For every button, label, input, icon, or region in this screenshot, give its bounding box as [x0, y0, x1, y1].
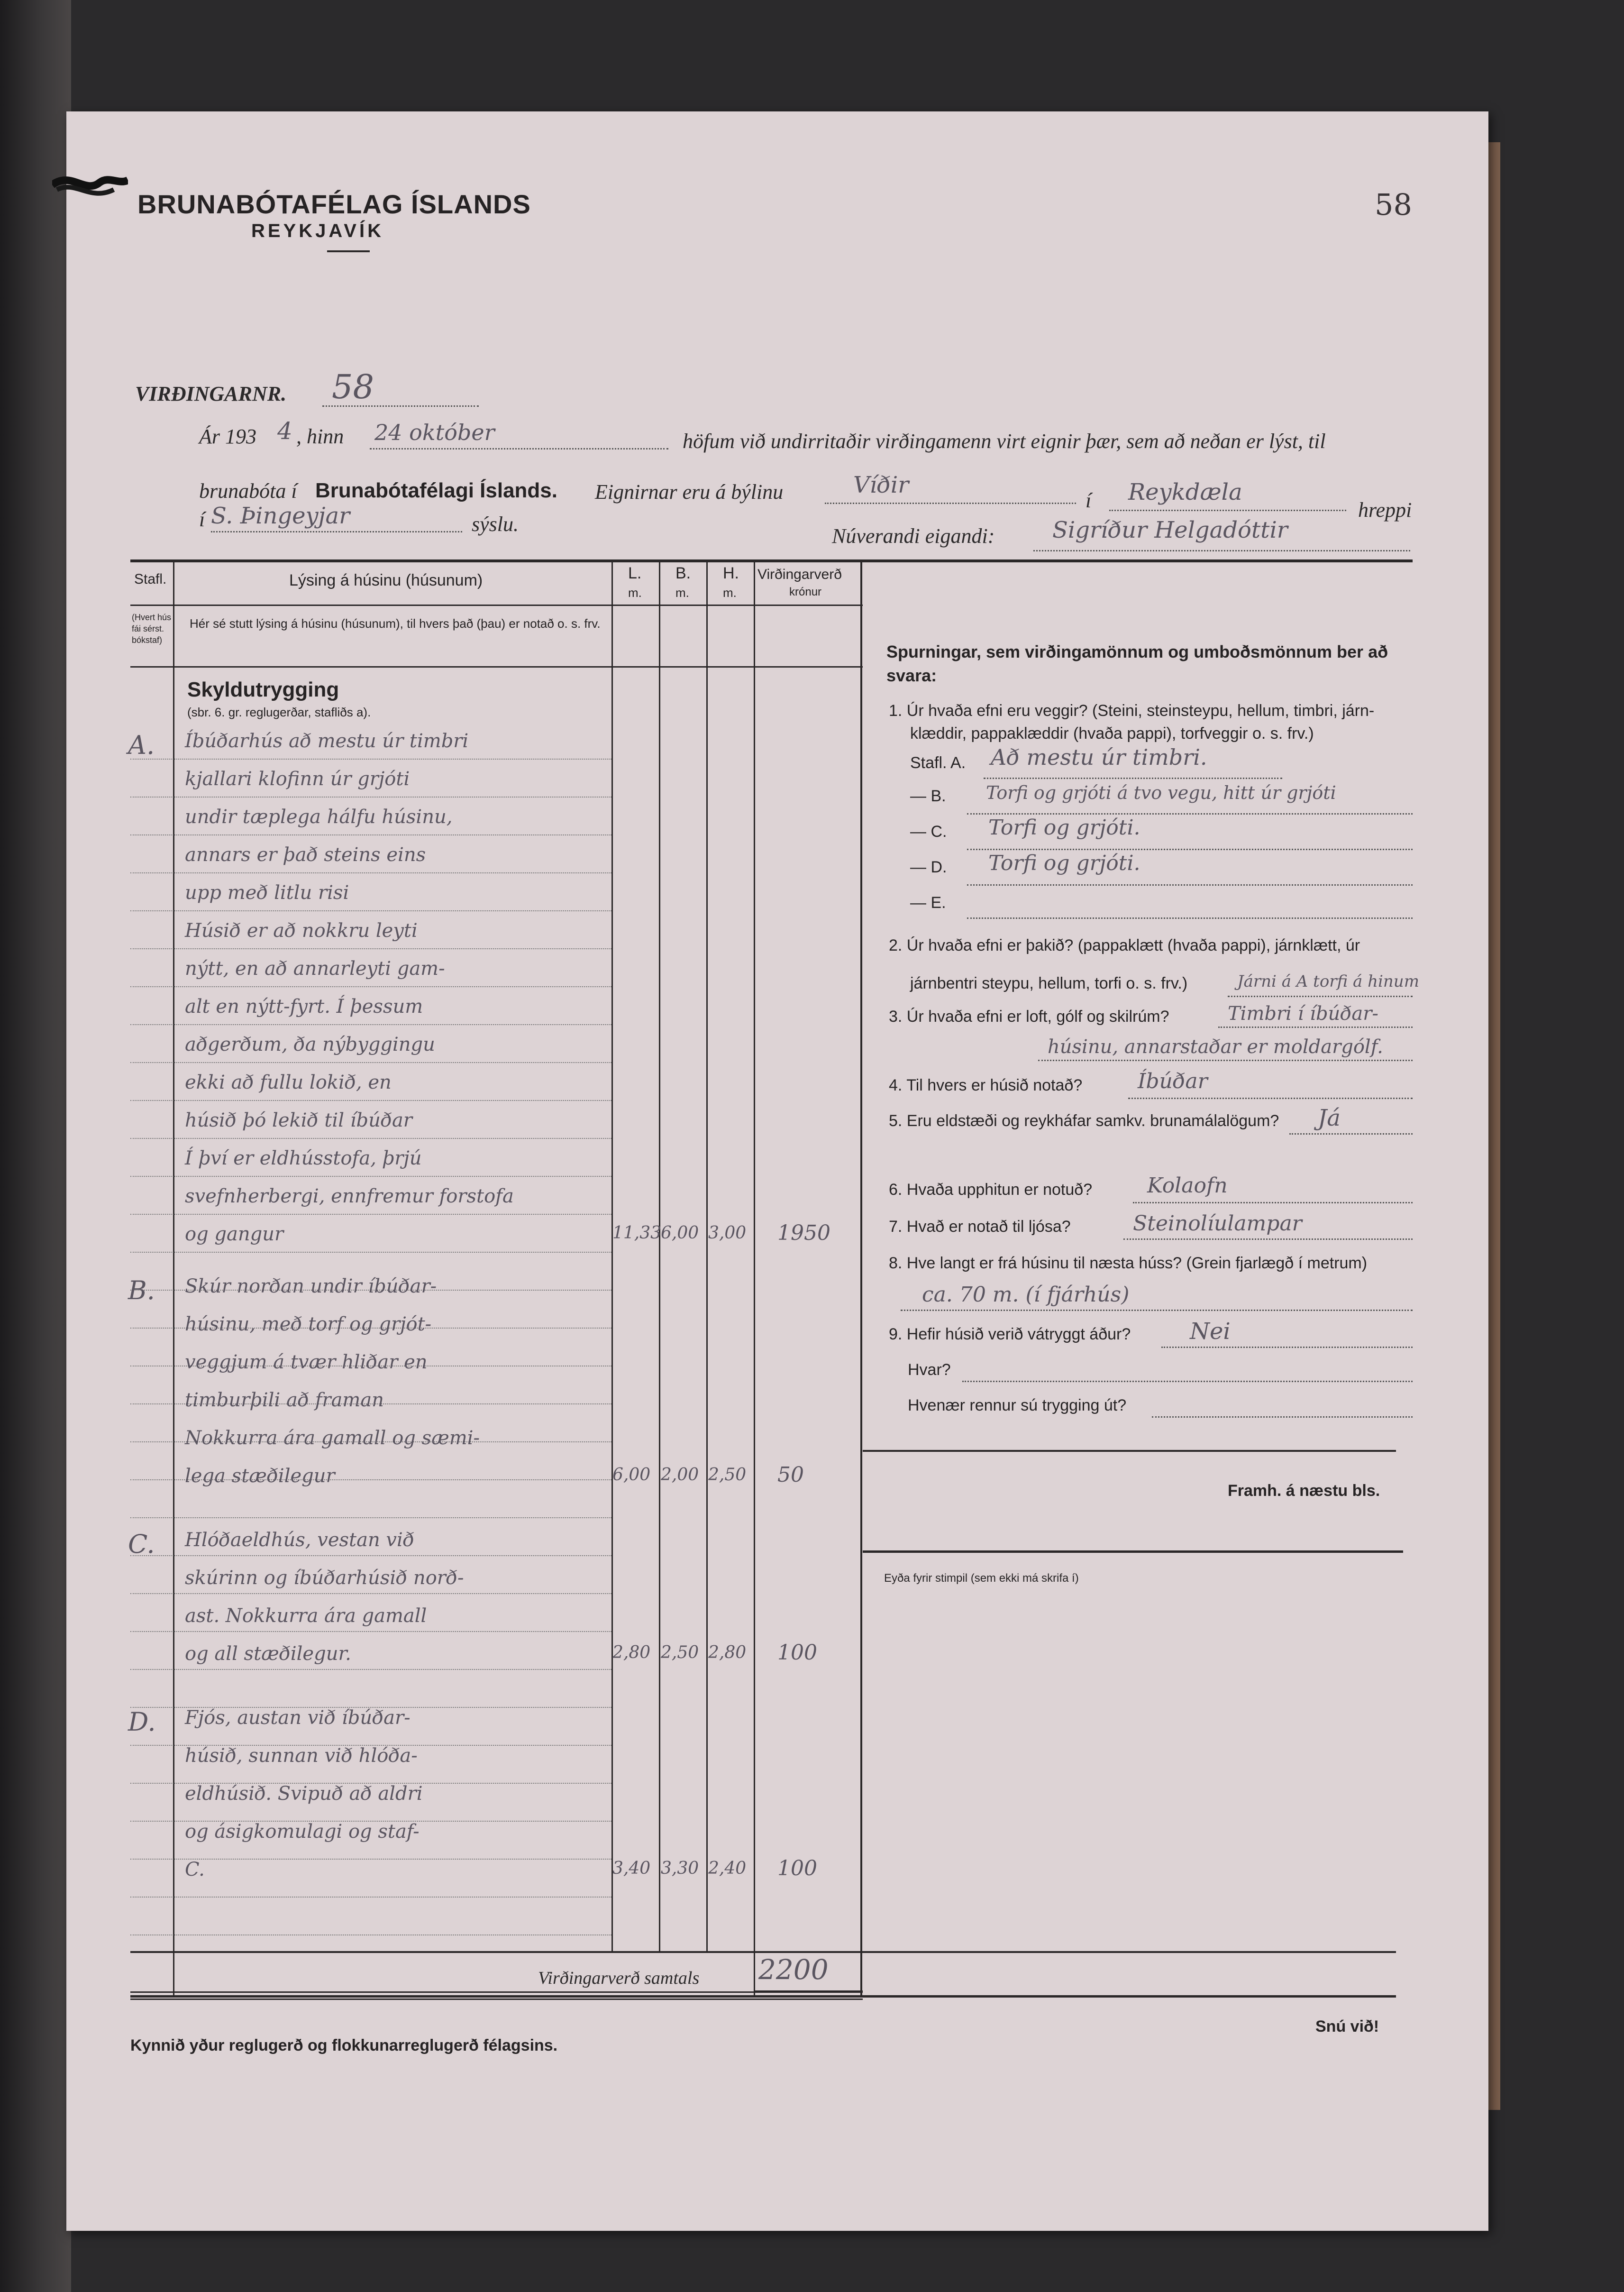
ruled-line — [130, 1062, 611, 1063]
binding-cord-icon — [52, 156, 128, 213]
hinn-label: , hinn — [296, 425, 344, 448]
q3-line-2 — [1038, 1060, 1413, 1061]
ruled-line — [130, 1669, 611, 1670]
hvenaer-line — [1152, 1416, 1413, 1418]
stafl-b-label: — B. — [910, 787, 946, 805]
ruled-line — [130, 834, 611, 835]
book-binding — [0, 0, 71, 2292]
entry-width: 3,30 — [661, 1859, 699, 1878]
col-virding-header: Virðingarverð — [757, 567, 842, 582]
questions-end-rule — [863, 1450, 1396, 1452]
section-subtitle: (sbr. 6. gr. reglugerðar, stafliðs a). — [187, 705, 371, 719]
total-cell-rule — [754, 1990, 863, 1992]
entry-length: 6,00 — [612, 1465, 651, 1485]
col-lysing-header: Lýsing á húsinu (húsunum) — [289, 571, 483, 589]
stafl-d-line — [967, 884, 1413, 886]
ruled-line — [130, 797, 611, 798]
entry-width: 6,00 — [661, 1223, 699, 1243]
ruled-line — [130, 759, 611, 760]
stafl-c-value: Torfi og grjóti. — [988, 816, 1140, 840]
entry-line: og ásigkomulagi og staf- — [185, 1821, 420, 1843]
entry-line: aðgerðum, ða nýbyggingu — [185, 1034, 435, 1055]
entry-line: alt en nýtt-fyrt. Í þessum — [185, 996, 423, 1018]
title-rule — [327, 250, 370, 252]
table-top-rule — [130, 559, 1413, 562]
entry-stafl: C. — [128, 1529, 155, 1559]
total-label: Virðingarverð samtals — [538, 1968, 700, 1988]
hvar-label: Hvar? — [908, 1361, 951, 1379]
q7-text: 7. Hvað er notað til ljósa? — [889, 1218, 1071, 1236]
q6-line — [1133, 1202, 1413, 1203]
stafl-c-line — [967, 849, 1413, 850]
stafl-a-label: Stafl. A. — [910, 754, 966, 772]
q2-text: 2. Úr hvaða efni er þakið? (pappaklætt (hvaða pappi), járnklætt, úr — [889, 936, 1360, 954]
entry-line: Íbúðarhús að mestu úr timbri — [185, 730, 469, 752]
q8-value: ca. 70 m. (í fjárhús) — [922, 1283, 1130, 1307]
syslu-label: sýslu. — [472, 513, 519, 536]
entry-line: Skúr norðan undir íbúðar- — [185, 1275, 437, 1297]
sysla-line — [211, 531, 462, 532]
entry-line: upp með litlu risi — [185, 882, 349, 904]
q1-text-b: klæddir, pappaklæddir (hvaða pappi), torfveggir o. s. frv.) — [910, 724, 1314, 743]
col-virding-unit: krónur — [789, 586, 822, 598]
framh-label: Framh. á næstu bls. — [1228, 1482, 1380, 1500]
q4-value: Íbúðar — [1138, 1069, 1208, 1093]
note-stafl: (Hvert hús fái sérst. bókstaf) — [132, 613, 172, 645]
entry-line: nýtt, en að annarleyti gam- — [185, 958, 445, 980]
stafl-c-label: — C. — [910, 823, 947, 841]
stimpill-label: Eyða fyrir stimpil (sem ekki má skrifa í) — [884, 1572, 1079, 1585]
entry-value: 1950 — [777, 1221, 830, 1245]
col-virding-rule — [860, 559, 862, 1996]
entry-line: Húsið er að nokkru leyti — [185, 920, 418, 942]
q4-line — [1128, 1098, 1413, 1099]
intro-text-2b: Brunabótafélagi Íslands. — [315, 479, 557, 502]
table-header-rule — [130, 605, 863, 606]
virdingarnr-label: VIRÐINGARNR. — [135, 382, 287, 405]
entry-value: 100 — [777, 1641, 817, 1665]
virdingarnr-value: 58 — [332, 367, 374, 406]
q3-value: Timbri í íbúðar- — [1228, 1003, 1378, 1025]
table-note-rule — [130, 666, 863, 668]
q2-line — [1228, 996, 1413, 997]
q3-line — [1218, 1027, 1413, 1028]
entry-line: Nokkurra ára gamall og sæmi- — [185, 1427, 480, 1449]
q9-text: 9. Hefir húsið verið vátryggt áður? — [889, 1325, 1131, 1343]
ruled-line — [130, 1593, 611, 1594]
ruled-line — [130, 1252, 611, 1253]
col-h-header: H. — [723, 564, 739, 582]
total-value: 2200 — [758, 1953, 829, 1986]
entry-line: kjallari klofinn úr grjóti — [185, 768, 410, 790]
ruled-line — [130, 872, 611, 873]
questions-title: Spurningar, sem virðingamönnum og umboðsmönnum ber að svara: — [886, 642, 1388, 685]
sysla-value: S. Þingeyjar — [211, 503, 350, 529]
footer-rule — [130, 1995, 1396, 1998]
entry-line: eldhúsið. Svipuð að aldri — [185, 1783, 423, 1805]
date-line — [370, 448, 668, 449]
q5-line — [1289, 1133, 1413, 1135]
stafl-a-line — [984, 778, 1282, 779]
entry-height: 2,50 — [708, 1465, 747, 1485]
entry-value: 50 — [777, 1463, 804, 1487]
entry-line: annars er það steins eins — [185, 844, 426, 866]
q7-value: Steinolíulampar — [1133, 1211, 1302, 1236]
hreppur-line — [1109, 510, 1346, 511]
col-b-rule — [706, 559, 708, 1951]
entry-line: lega stæðilegur — [185, 1465, 335, 1487]
entry-width: 2,00 — [661, 1465, 699, 1485]
entry-line: ast. Nokkurra ára gamall — [185, 1605, 427, 1627]
entry-line: skúrinn og íbúðarhúsið norð- — [185, 1567, 464, 1589]
org-title: BRUNABÓTAFÉLAG ÍSLANDS — [137, 189, 531, 219]
entry-line: húsið, sunnan við hlóða- — [185, 1745, 418, 1767]
footer-left: Kynnið yður reglugerð og flokkunarreglugerð félagsins. — [130, 2036, 558, 2054]
entry-line: Í því er eldhússtofa, þrjú — [185, 1147, 422, 1169]
sysla-prefix: í — [199, 508, 205, 531]
entry-line: húsið þó lekið til íbúðar — [185, 1109, 412, 1131]
entry-height: 3,00 — [708, 1223, 747, 1243]
total-rule — [130, 1951, 1396, 1953]
q7-line — [1123, 1238, 1413, 1240]
ruled-line — [130, 1517, 611, 1518]
bylinu-line — [825, 503, 1076, 504]
entry-width: 2,50 — [661, 1643, 699, 1662]
col-lysing-rule — [611, 559, 613, 1951]
footer-right: Snú við! — [1315, 2017, 1379, 2035]
ruled-line — [130, 1934, 611, 1935]
hvar-line — [962, 1381, 1413, 1382]
entry-line: húsinu, með torf og grjót- — [185, 1313, 432, 1335]
col-b-header: B. — [675, 564, 691, 582]
entry-line: C. — [185, 1859, 205, 1880]
q1-text: 1. Úr hvaða efni eru veggir? (Steini, steinsteypu, hellum, timbri, járn- — [889, 702, 1375, 720]
ruled-line — [130, 1024, 611, 1025]
ruled-line — [130, 1897, 611, 1898]
col-b-unit: m. — [675, 586, 689, 600]
col-h-unit: m. — [723, 586, 737, 600]
q6-value: Kolaofn — [1147, 1174, 1228, 1198]
col-l-unit: m. — [628, 586, 642, 600]
note-lysing: Hér sé stutt lýsing á húsinu (húsunum), til hvers það (þau) er notað o. s. frv. — [190, 616, 601, 631]
entry-line: ekki að fullu lokið, en — [185, 1072, 392, 1093]
entry-line: veggjum á tvær hliðar en — [185, 1351, 428, 1373]
entry-stafl: A. — [128, 730, 155, 760]
stafl-e-label: — E. — [910, 894, 946, 912]
ruled-line — [130, 1100, 611, 1101]
eigandi-label: Núverandi eigandi: — [832, 524, 995, 548]
table-bottom-rule — [130, 1991, 863, 1993]
entry-line: timburþili að framan — [185, 1389, 384, 1411]
q9-line — [1161, 1347, 1413, 1348]
ruled-line — [130, 1631, 611, 1632]
hvenaer-label: Hvenær rennur sú trygging út? — [908, 1396, 1127, 1414]
ruled-line — [130, 1555, 611, 1556]
intro-text-1: höfum við undirritaðir virðingamenn virt eignir þær, sem að neðan er lýst, til — [683, 430, 1326, 453]
entry-length: 3,40 — [612, 1859, 651, 1878]
entry-line: og all stæðilegur. — [185, 1643, 351, 1665]
entry-line: undir tæplega hálfu húsinu, — [185, 806, 453, 828]
org-city: REYKJAVÍK — [251, 220, 384, 241]
q8-text: 8. Hve langt er frá húsinu til næsta húss? (Grein fjarlægð í metrum) — [889, 1254, 1368, 1272]
q5-value: Já — [1318, 1105, 1341, 1131]
entry-line: og gangur — [185, 1223, 284, 1245]
date-value: 24 október — [374, 420, 495, 445]
ruled-line — [130, 1138, 611, 1139]
eigandi-value: Sigríður Helgadóttir — [1052, 517, 1288, 543]
q9-value: Nei — [1190, 1318, 1231, 1345]
entry-stafl: D. — [128, 1707, 156, 1737]
i-label: í — [1086, 489, 1092, 512]
stafl-b-value: Torfi og grjóti á tvo vegu, hitt úr grjóti — [986, 782, 1336, 803]
page-number: 58 — [1375, 187, 1412, 222]
ruled-line — [130, 986, 611, 987]
entry-stafl: B. — [128, 1275, 155, 1305]
ruled-line — [130, 1214, 611, 1215]
col-stafl-header: Stafl. — [134, 571, 167, 587]
stafl-a-value: Að mestu úr timbri. — [991, 744, 1207, 770]
col-h-rule — [754, 559, 755, 1996]
stafl-e-line — [967, 917, 1413, 919]
stafl-b-line — [967, 813, 1413, 815]
col-stafl-rule — [173, 559, 174, 1996]
q8-line — [901, 1310, 1413, 1311]
q4-text: 4. Til hvers er húsið notað? — [889, 1076, 1083, 1094]
intro-text-2c: Eignirnar eru á býlinu — [595, 480, 784, 504]
hreppur-value: Reykdæla — [1128, 479, 1242, 505]
entry-line: Hlóðaeldhús, vestan við — [185, 1529, 414, 1551]
hreppi-label: hreppi — [1358, 498, 1412, 522]
ar-label: Ár 193 — [199, 425, 256, 448]
entry-line: Fjós, austan við íbúðar- — [185, 1707, 411, 1729]
stafl-d-label: — D. — [910, 858, 947, 876]
col-l-rule — [659, 559, 660, 1951]
entry-length: 2,80 — [612, 1643, 651, 1662]
q5-text: 5. Eru eldstæði og reykháfar samkv. brunamálalögum? — [889, 1112, 1279, 1130]
entry-height: 2,80 — [708, 1643, 747, 1662]
ar-value: 4 — [277, 417, 292, 445]
intro-text-2a: brunabóta í — [199, 479, 297, 503]
q3-value-2: húsinu, annarstaðar er moldargólf. — [1048, 1036, 1383, 1058]
q2-value: Járni á A torfi á hinum — [1237, 972, 1419, 991]
bylinu-value: Víðir — [853, 472, 909, 498]
stimpill-rule — [863, 1550, 1403, 1553]
ruled-line — [130, 910, 611, 911]
q3-text: 3. Úr hvaða efni er loft, gólf og skilrúm? — [889, 1008, 1169, 1026]
entry-line: svefnherbergi, ennfremur forstofa — [185, 1185, 514, 1207]
col-l-header: L. — [628, 564, 642, 582]
entry-length: 11,33 — [612, 1223, 662, 1243]
ruled-line — [130, 948, 611, 949]
entry-value: 100 — [777, 1856, 817, 1880]
q2-text-b: járnbentri steypu, hellum, torfi o. s. frv.) — [910, 974, 1188, 992]
table-bottom-rule-2 — [130, 1999, 863, 2000]
q6-text: 6. Hvaða upphitun er notuð? — [889, 1181, 1093, 1199]
eigandi-line — [1033, 550, 1410, 551]
ruled-line — [130, 1176, 611, 1177]
entry-height: 2,40 — [708, 1859, 747, 1878]
stafl-d-value: Torfi og grjóti. — [988, 851, 1140, 875]
section-title: Skyldutrygging — [187, 678, 339, 701]
